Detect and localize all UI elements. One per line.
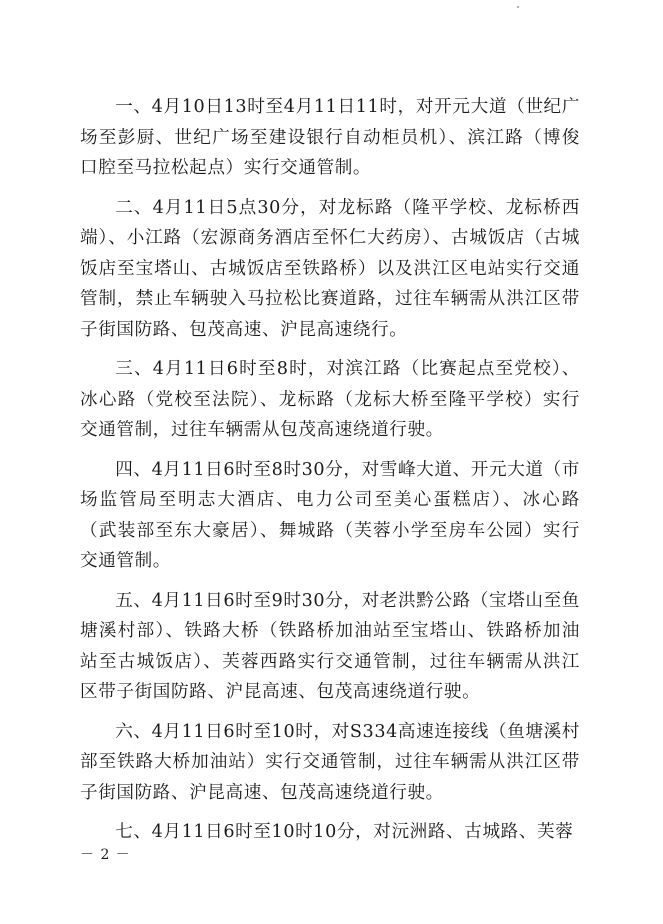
paragraph-item-5: 五、4月11日6时至9时30分，对老洪黔公路（宝塔山至鱼塘溪村部）、铁路大桥（铁路桥加油站至宝塔山、铁路桥加油站至古城饭店）、芙蓉西路实行交通管制，过往车辆需从洪江区带子街国防路、沪昆高速、包茂高速绕道行驶。 bbox=[80, 590, 580, 702]
page-number: － 2 － bbox=[80, 847, 131, 863]
paragraph-item-7: 七、4月11日6时至10时10分，对沅洲路、古城路、芙蓉 bbox=[115, 822, 574, 842]
paragraph-item-2: 二、4月11日5点30分，对龙标路（隆平学校、龙标桥西端）、小江路（宏源商务酒店至怀仁大药房）、古城饭店（古城饭店至宝塔山、古城饭店至铁路桥）以及洪江区电站实行交通管制，禁止车辆驶入马拉松比赛道路，过往车辆需从洪江区带子街国防路、包茂高速、沪昆高速绕行。 bbox=[80, 197, 580, 340]
document-body bbox=[80, 92, 580, 857]
paragraph-item-6: 六、4月11日6时至10时，对S334高速连接线（鱼塘溪村部至铁路大桥加油站）实行交通管制，过往车辆需从洪江区带子街国防路、沪昆高速、包茂高速绕道行驶。 bbox=[80, 721, 580, 803]
paragraph-item-1: 一、4月10日13时至4月11日11时，对开元大道（世纪广场至彭厨、世纪广场至建设银行自动柜员机）、滨江路（博俊口腔至马拉松起点）实行交通管制。 bbox=[80, 97, 580, 178]
paragraph-item-3: 三、4月11日6时至8时，对滨江路（比赛起点至党校）、冰心路（党校至法院）、龙标路（龙标大桥至隆平学校）实行交通管制，过往车辆需从包茂高速绕道行驶。 bbox=[80, 359, 580, 440]
scan-speck bbox=[517, 6, 519, 8]
paragraph-item-4: 四、4月11日6时至8时30分，对雪峰大道、开元大道（市场监管局至明志大酒店、电力公司至美心蛋糕店）、冰心路（武装部至东大豪居）、舞城路（芙蓉小学至房车公园）实行交通管制。 bbox=[80, 459, 580, 571]
